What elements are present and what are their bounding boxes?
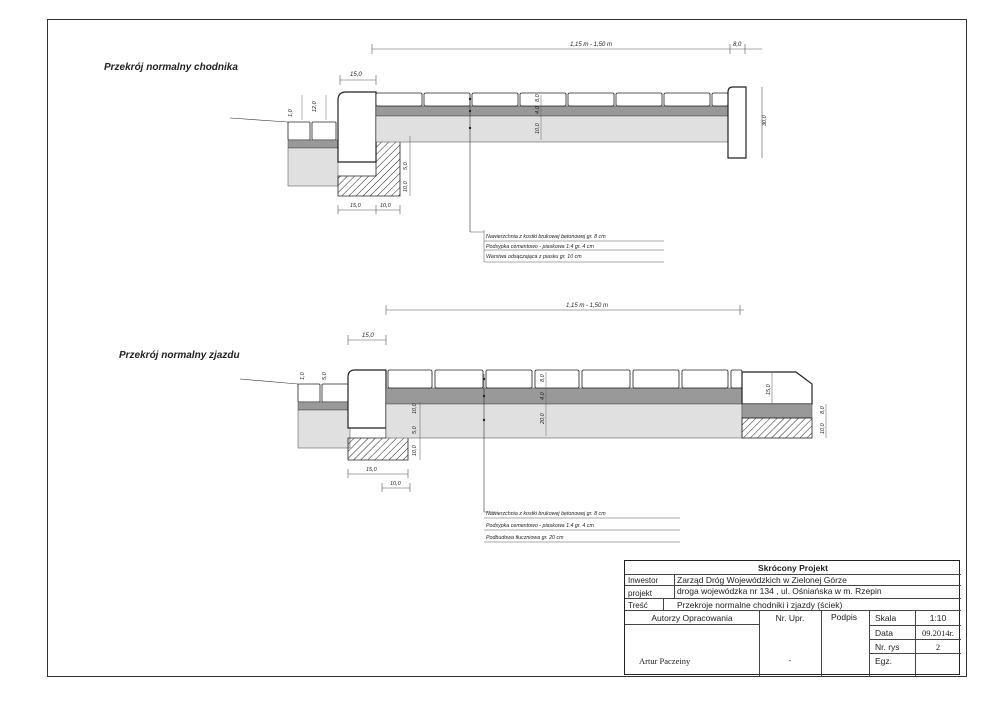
driveway-total-width-label: 1,15 m - 1,50 m (566, 303, 609, 309)
driveway-layer-top-label: 8,0 (540, 374, 546, 382)
sidewalk-legend (470, 230, 664, 262)
podpis-label: Podpis (831, 612, 857, 622)
left-bedding (288, 140, 338, 148)
sidewalk-section (230, 42, 768, 262)
left-paver (298, 384, 320, 402)
tresc-value: Przekroje normalne chodniki i zjazdy (ściek) (677, 600, 843, 610)
legend-item: Podbudowa tłuczniowa gr. 20 cm (486, 535, 564, 541)
nr-upr-label: Nr. Upr. (775, 613, 805, 623)
author-name: Artur Paczeiny (639, 656, 691, 666)
legend-item: Warstwa odsączająca z piasku gr. 10 cm (486, 254, 582, 260)
driveway-curb-top-label: 15,0 (362, 333, 374, 339)
sidewalk-edge-curb (728, 87, 746, 158)
legend-item: Nawierzchnia z kostki brukowej betonowej gr. 8 cm (486, 234, 606, 240)
left-paver (322, 384, 348, 402)
sidewalk-footing-h2-label: 10,0 (403, 181, 409, 192)
driveway-footing-h2-label: 5,0 (412, 426, 418, 434)
ground-line (230, 118, 288, 122)
nr-rys-value: 2 (935, 642, 941, 652)
sidewalk-bottom-w1-label: 15,0 (350, 203, 361, 209)
skala-value: 1:10 (929, 613, 947, 623)
sidewalk-layer-top-label: 8,0 (535, 94, 541, 102)
sidewalk-top-dimension (372, 44, 762, 54)
driveway-right-base-h2-label: 10,0 (820, 423, 826, 434)
left-paver (312, 122, 336, 140)
legend-item: Nawierzchnia z kostki brukowej betonowej gr. 8 cm (486, 511, 606, 517)
inwestor-label: Inwestor (628, 576, 659, 585)
left-paver (288, 122, 310, 140)
driveway-bedding-layer (386, 388, 742, 404)
authors-label: Autorzy Opracowania (651, 613, 733, 623)
skala-label: Skala (875, 613, 897, 623)
sidewalk-total-width-label: 1,15 m - 1,50 m (570, 42, 613, 48)
legend-item: Podsypka cementowo - piaskowa 1:4 gr. 4 cm (486, 244, 594, 250)
sidewalk-layer-mid-label: 4,0 (535, 106, 541, 114)
section-title-driveway: Przekrój normalny zjazdu (119, 350, 240, 361)
driveway-paving-stones (388, 370, 742, 388)
ground-line (240, 379, 298, 384)
data-value: 09.2014r. (921, 628, 955, 638)
section-title-sidewalk: Przekrój normalny chodnika (104, 62, 238, 73)
sidewalk-curb-gap-label: 8,0 (733, 42, 742, 48)
driveway-left-h1-label: 1,0 (300, 372, 306, 380)
driveway-footing-h3-label: 10,0 (412, 445, 418, 456)
sidewalk-paving-stones (376, 93, 728, 106)
sidewalk-layer-bot-label: 10,0 (535, 123, 541, 134)
driveway-gutter-footing (742, 418, 812, 438)
projekt-label: projekt (628, 589, 653, 598)
egz-label: Egz. (875, 656, 893, 666)
driveway-bottom-w2-label: 10,0 (390, 481, 401, 487)
left-base (288, 148, 338, 186)
driveway-top-dimension (386, 305, 744, 315)
sidewalk-base-layer (376, 116, 728, 142)
driveway-base-layer (386, 404, 742, 438)
left-bedding (298, 402, 350, 410)
title-block (624, 560, 960, 675)
driveway-footing-h1-label: 10,0 (412, 403, 418, 414)
title-block-heading: Skrócony Projekt (758, 563, 828, 573)
sidewalk-footing-h1-label: 5,0 (403, 162, 409, 170)
driveway-left-h2-label: 5,0 (322, 372, 328, 380)
tresc-label: Treść (628, 601, 648, 610)
driveway-section (240, 303, 826, 542)
driveway-legend (484, 511, 680, 542)
left-base (298, 410, 350, 448)
sidewalk-left-h2-label: 12,0 (312, 101, 318, 112)
sidewalk-left-h1-label: 1,0 (288, 109, 294, 117)
sidewalk-curb (338, 92, 376, 162)
driveway-right-base-h-label: 8,0 (820, 406, 826, 414)
projekt-value: droga wojewódzka nr 134 , ul. Ośniańska w m. Rzepin (677, 586, 882, 596)
driveway-gutter-bedding (742, 404, 812, 418)
legend-item: Podsypka cementowo - piaskowa 1:4 gr. 4 cm (486, 523, 594, 529)
driveway-layer-bot-label: 20,0 (540, 413, 546, 424)
nr-rys-label: Nr. rys (875, 642, 900, 652)
sidewalk-curb-top-label: 15,0 (350, 72, 362, 78)
sidewalk-bottom-w2-label: 10,0 (380, 203, 391, 209)
author-nr: - (788, 655, 792, 665)
driveway-layer-mid-label: 4,0 (540, 392, 546, 400)
driveway-gutter-curb (742, 372, 812, 404)
sidewalk-right-h-label: 30,0 (762, 115, 768, 126)
driveway-curb (348, 370, 386, 428)
sidewalk-bedding-layer (376, 106, 728, 116)
driveway-bottom-w1-label: 15,0 (366, 467, 377, 473)
data-label: Data (875, 628, 893, 638)
driveway-right-h-label: 15,0 (766, 384, 772, 395)
inwestor-value: Zarząd Dróg Wojewódzkich w Zielonej Górze (677, 575, 847, 585)
